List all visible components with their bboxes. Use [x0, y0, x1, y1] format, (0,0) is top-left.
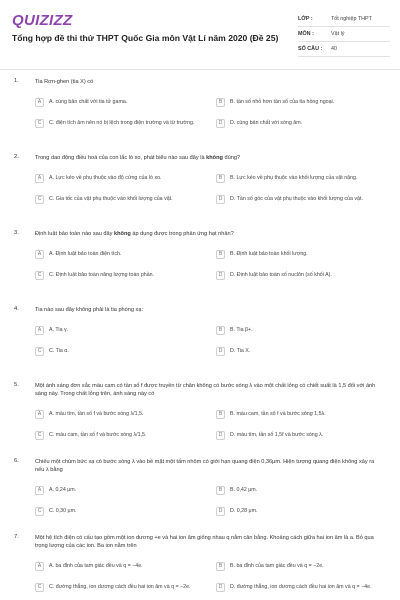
- option-d[interactable]: [216, 115, 391, 131]
- meta-value: 40: [331, 46, 337, 52]
- option-letter-box: C: [35, 271, 44, 280]
- question-text: [35, 306, 385, 314]
- option-a[interactable]: [35, 322, 210, 338]
- option-letter-box: A: [35, 250, 44, 259]
- option-letter-box: A: [35, 98, 44, 107]
- option-text: B. Tia β+.: [230, 326, 253, 333]
- option-text: C. Định luật bảo toàn năng lượng toàn phần.: [49, 271, 155, 278]
- meta-row-subject: [298, 27, 390, 42]
- option-text: B. Lực kéo về phụ thuộc vào khối lượng của vật nặng.: [230, 174, 358, 181]
- option-a[interactable]: [35, 558, 210, 574]
- option-c[interactable]: [35, 579, 210, 595]
- option-text: A. Tia γ.: [49, 326, 69, 333]
- question-number: 7.: [14, 534, 19, 540]
- option-text: C. 0,30 μm.: [49, 507, 77, 514]
- question-4: [0, 306, 400, 382]
- option-text: A. Định luật bảo toàn điện tích.: [49, 250, 122, 257]
- option-d[interactable]: [216, 503, 391, 519]
- question-text: [35, 230, 385, 238]
- option-text: D. 0,28 μm.: [230, 507, 258, 514]
- option-b[interactable]: [216, 170, 391, 186]
- option-letter-box: A: [35, 486, 44, 495]
- question-7: [0, 534, 400, 600]
- option-d[interactable]: [216, 579, 391, 595]
- option-d[interactable]: [216, 427, 391, 443]
- question-text: [35, 154, 385, 162]
- question-text-main: Tia nào sau đây không phải là tia phóng xạ:: [35, 307, 144, 313]
- option-c[interactable]: [35, 427, 210, 443]
- option-letter-box: D: [216, 271, 225, 280]
- option-letter-box: B: [216, 562, 225, 571]
- option-text: C. đường thẳng, ion dương cách đều hai ion âm và q = −2e.: [49, 583, 191, 590]
- question-text: [35, 458, 385, 474]
- meta-row-count: [298, 42, 390, 57]
- option-text: A. 0,24 μm.: [49, 486, 77, 493]
- option-d[interactable]: [216, 267, 391, 283]
- option-c[interactable]: [35, 115, 210, 131]
- option-b[interactable]: [216, 406, 391, 422]
- option-text: B. Định luật bảo toàn khối lượng.: [230, 250, 308, 257]
- option-text: D. cùng bản chất với sóng âm.: [230, 119, 303, 126]
- meta-row-class: [298, 12, 390, 27]
- option-text: A. cùng bản chất với tia tử gama.: [49, 98, 128, 105]
- worksheet-meta: [298, 12, 390, 57]
- option-text: C. điện tích âm nên nó bị lệch trong điện trường và từ trường.: [49, 119, 195, 126]
- option-b[interactable]: [216, 482, 391, 498]
- option-letter-box: D: [216, 347, 225, 356]
- question-number: 1.: [14, 78, 19, 84]
- meta-value: Vật lý: [331, 31, 345, 37]
- question-2: [0, 154, 400, 230]
- question-number: 4.: [14, 306, 19, 312]
- option-letter-box: D: [216, 119, 225, 128]
- option-letter-box: C: [35, 431, 44, 440]
- option-text: A. Lực kéo về phụ thuộc vào độ cứng của lò xo.: [49, 174, 162, 181]
- option-letter-box: B: [216, 410, 225, 419]
- option-b[interactable]: [216, 94, 391, 110]
- option-text: B. ba đỉnh của tam giác đều và q = −2e.: [230, 562, 324, 569]
- question-3: [0, 230, 400, 306]
- question-number: 5.: [14, 382, 19, 388]
- option-c[interactable]: [35, 191, 210, 207]
- option-c[interactable]: [35, 343, 210, 359]
- question-1: [0, 78, 400, 154]
- option-b[interactable]: [216, 558, 391, 574]
- option-letter-box: C: [35, 119, 44, 128]
- option-text: C. màu cam, tần số f và bước sóng λ/1,5.: [49, 431, 147, 438]
- question-text: [35, 78, 385, 86]
- option-text: B. tần số nhỏ hơn tần số của tia hồng ngoại.: [230, 98, 335, 105]
- option-a[interactable]: [35, 170, 210, 186]
- worksheet-title: Tổng hợp đề thi thử THPT Quốc Gia môn Vật Lí năm 2020 (Đề 25): [12, 33, 279, 43]
- question-text-end: đúng?: [222, 155, 241, 161]
- worksheet-header: [0, 0, 400, 70]
- question-text-main: Chiếu một chùm bức xạ có bước sóng λ vào bề mặt một tấm nhôm có giới hạn quang điện 0,36μm. Hiện tượng quang điện không xảy ra nếu λ bằng: [35, 459, 375, 473]
- question-text-main: Một hệ tích điện có cấu tạo gồm một ion dương +e và hai ion âm giống nhau q nằm cân bằng. Khoảng cách giữa hai ion âm là a. Bỏ qua trọng lượng của các ion. Ba ion nằm trên: [35, 535, 374, 549]
- option-letter-box: B: [216, 174, 225, 183]
- option-letter-box: C: [35, 347, 44, 356]
- question-list: [0, 78, 400, 600]
- question-text-emphasis: không: [206, 155, 223, 161]
- option-text: A. màu tím, tần số f và bước sóng λ/1,5.: [49, 410, 144, 417]
- question-text-main: Trong dao động điều hoà của con lắc lò xo, phát biểu nào sau đây là: [35, 155, 207, 161]
- option-letter-box: A: [35, 410, 44, 419]
- option-d[interactable]: [216, 191, 391, 207]
- question-text-main: Định luật bảo toàn nào sau đây: [35, 231, 114, 237]
- option-text: D. Tần số góc của vật phụ thuộc vào khối lượng của vật.: [230, 195, 363, 202]
- option-letter-box: B: [216, 326, 225, 335]
- option-c[interactable]: [35, 267, 210, 283]
- option-a[interactable]: [35, 406, 210, 422]
- option-letter-box: A: [35, 326, 44, 335]
- question-text: [35, 534, 385, 550]
- option-text: D. Định luật bảo toàn số nuclôn (số khối A).: [230, 271, 332, 278]
- option-b[interactable]: [216, 322, 391, 338]
- option-a[interactable]: [35, 246, 210, 262]
- meta-label: SỐ CÂU :: [298, 46, 323, 52]
- option-text: B. màu cam, tần số f và bước sóng 1,5λ.: [230, 410, 326, 417]
- meta-value: Tốt nghiệp THPT: [331, 16, 372, 22]
- meta-label: LỚP :: [298, 16, 313, 22]
- option-letter-box: C: [35, 507, 44, 516]
- question-text: [35, 382, 385, 398]
- option-letter-box: C: [35, 583, 44, 592]
- question-text-end: áp dụng được trong phản ứng hạt nhân?: [130, 231, 234, 237]
- option-letter-box: D: [216, 195, 225, 204]
- option-letter-box: A: [35, 174, 44, 183]
- option-text: D. Tia X.: [230, 347, 251, 354]
- option-text: B. 0,42 μm.: [230, 486, 258, 493]
- option-letter-box: D: [216, 583, 225, 592]
- option-letter-box: B: [216, 250, 225, 259]
- option-c[interactable]: [35, 503, 210, 519]
- quizizz-logo: QUIZIZZ: [12, 12, 73, 29]
- option-text: A. ba đỉnh của tam giác đều và q = −4e.: [49, 562, 143, 569]
- question-number: 6.: [14, 458, 19, 464]
- question-text-main: Tia Rơn-ghen (tia X) có: [35, 79, 94, 85]
- option-letter-box: B: [216, 486, 225, 495]
- option-a[interactable]: [35, 482, 210, 498]
- question-number: 3.: [14, 230, 19, 236]
- question-number: 2.: [14, 154, 19, 160]
- option-d[interactable]: [216, 343, 391, 359]
- question-text-main: Một ánh sáng đơn sắc màu cam có tần số f được truyền từ chân không có bước sóng λ vào một chất lỏng có chiết suất là 1,5 đối với ánh sáng này. Trong chất lỏng trên, ánh sáng này có: [35, 383, 376, 397]
- option-letter-box: D: [216, 431, 225, 440]
- question-6: [0, 458, 400, 534]
- option-text: D. màu tím, tần số 1,5f và bước sóng λ.: [230, 431, 324, 438]
- option-letter-box: C: [35, 195, 44, 204]
- option-text: C. Gia tốc của vật phụ thuộc vào khối lượng của vật.: [49, 195, 173, 202]
- option-text: D. đường thẳng, ion dương cách đều hai ion âm và q = −4e.: [230, 583, 372, 590]
- question-text-emphasis: không: [114, 231, 131, 237]
- header-divider: [0, 69, 400, 70]
- option-letter-box: D: [216, 507, 225, 516]
- option-b[interactable]: [216, 246, 391, 262]
- option-letter-box: A: [35, 562, 44, 571]
- question-5: [0, 382, 400, 458]
- option-text: C. Tia α.: [49, 347, 69, 354]
- meta-label: MÔN :: [298, 31, 314, 37]
- option-a[interactable]: [35, 94, 210, 110]
- option-letter-box: B: [216, 98, 225, 107]
